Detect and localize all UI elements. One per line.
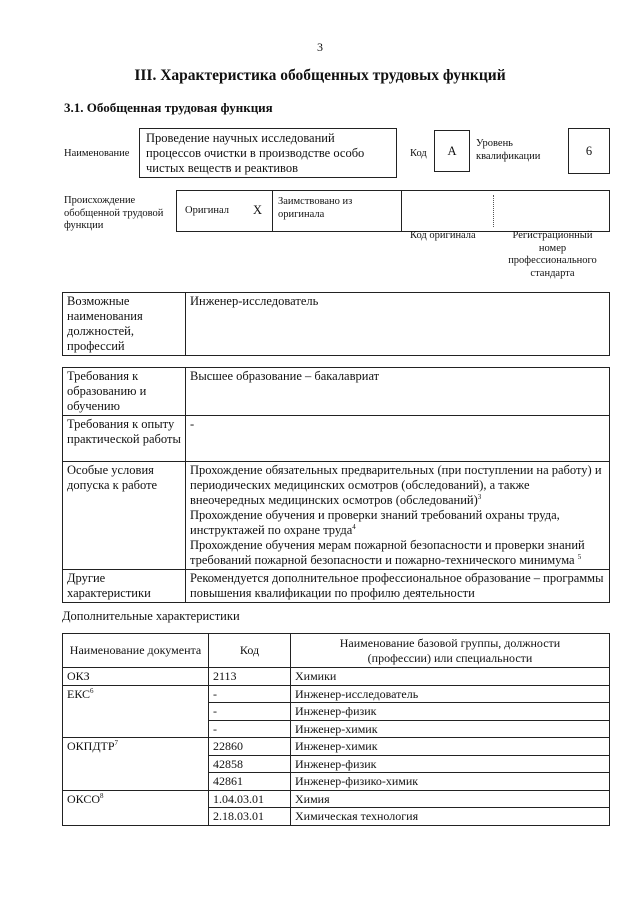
origin-divider-3 (493, 195, 495, 227)
footnote-6: 6 (90, 686, 94, 695)
okso-code-1: 2.18.03.01 (209, 808, 291, 826)
footnote-8: 8 (100, 791, 104, 800)
level-box (568, 128, 610, 174)
okpdtr-code-0: 22860 (209, 738, 291, 756)
other-label: Другие характеристики (63, 570, 186, 603)
section-title: III. Характеристика обобщенных трудовых функций (134, 67, 506, 84)
okz-name-0: Химики (291, 668, 610, 686)
footnote-7: 7 (114, 739, 119, 747)
eks-code-0: - (209, 685, 291, 703)
footnote-4: 4 (352, 522, 356, 531)
footnote-3: 3 (477, 492, 482, 501)
reg-number-caption: Регистрационный номер профессионального стандарта (508, 230, 597, 279)
okpdtr-name-1: Инженер-физик (291, 755, 610, 773)
function-name-box (139, 128, 397, 178)
additional-table (62, 633, 610, 826)
special-item-fire-safety: Прохождение обучения мерам пожарной безопасности и проверки знаний требований пожарной безопасности и пожарно-технического минимума $^5$ (190, 538, 585, 567)
experience-label: Требования к опыту практической работы (63, 416, 186, 462)
okz-code-0: 2113 (209, 668, 291, 686)
additional-heading: Дополнительные характеристики (62, 609, 240, 623)
origin-label: Происхождение обобщенной трудовой функции (64, 195, 164, 231)
eks-code-1: - (209, 703, 291, 721)
eks-name-1: Инженер-физик (291, 703, 610, 721)
special-conditions (186, 462, 610, 570)
page-number: 3 (317, 40, 323, 54)
code-box (434, 130, 470, 172)
experience-value: - (186, 416, 610, 462)
okso-name-1: Химическая технология (291, 808, 610, 826)
col-code-header: Код (209, 634, 291, 668)
level-value: 6 (585, 144, 593, 158)
education-value: Высшее образование – бакалавриат (186, 368, 610, 416)
special-label: Особые условия допуска к работе (63, 462, 186, 570)
eks-name-2: Инженер-химик (291, 720, 610, 738)
original-label: Оригинал (185, 205, 229, 216)
origin-divider-1 (272, 190, 273, 232)
okso-name-0: Химия (291, 790, 610, 808)
eks-name-0: Инженер-исследователь (291, 685, 610, 703)
subsection-title: 3.1. Обобщенная трудовая функция (64, 100, 273, 115)
other-value: Рекомендуется дополнительное профессиональное образование – программы повышения квалификации по профилю деятельности (186, 570, 610, 603)
level-label: Уровень квалификации (476, 138, 541, 162)
col-document-header: Наименование документа (63, 634, 209, 668)
okpdtr-code-2: 42861 (209, 773, 291, 791)
positions-label: Возможные наименования должностей, профессий (63, 293, 186, 356)
okpdtr-label: ОКПДТР$^7$ (63, 738, 209, 791)
code-label: Код (410, 148, 427, 159)
origin-box (176, 190, 610, 232)
requirements-table (62, 367, 610, 603)
okso-code-0: 1.04.03.01 (209, 790, 291, 808)
origin-divider-2 (401, 190, 402, 232)
okz-label: ОКЗ (63, 668, 209, 686)
education-label: Требования к образованию и обучению (63, 368, 186, 416)
special-item-labor-safety: Прохождение обучения и проверки знаний требований охраны труда, инструктажей по охране труда$^4$ (190, 508, 560, 537)
okpdtr-name-2: Инженер-физико-химик (291, 773, 610, 791)
special-item-medical: Прохождение обязательных предварительных (при поступлении на работу) и периодических медицинских осмотров (обследований), а также внеочередных медицинских осмотров (обследований)$^3$ (190, 463, 602, 507)
name-label: Наименование (64, 148, 130, 159)
okpdtr-name-0: Инженер-химик (291, 738, 610, 756)
positions-value: Инженер-исследователь (186, 293, 610, 356)
okso-label: ОКСО$^8$ (63, 790, 209, 825)
original-mark: X (253, 203, 263, 217)
function-name-value: Проведение научных исследований процессов очистки в производстве особо чистых веществ и реактивов (146, 131, 365, 175)
borrowed-label: Заимствовано из оригинала (278, 196, 353, 220)
code-original-caption: Код оригинала (410, 230, 476, 241)
eks-code-2: - (209, 720, 291, 738)
okpdtr-code-1: 42858 (209, 755, 291, 773)
col-name-header: Наименование базовой группы, должности (профессии) или специальности (291, 634, 610, 668)
footnote-5: 5 (577, 552, 582, 561)
eks-label: ЕКС$^6$ (63, 685, 209, 738)
code-value: А (447, 144, 457, 158)
positions-table (62, 292, 610, 356)
